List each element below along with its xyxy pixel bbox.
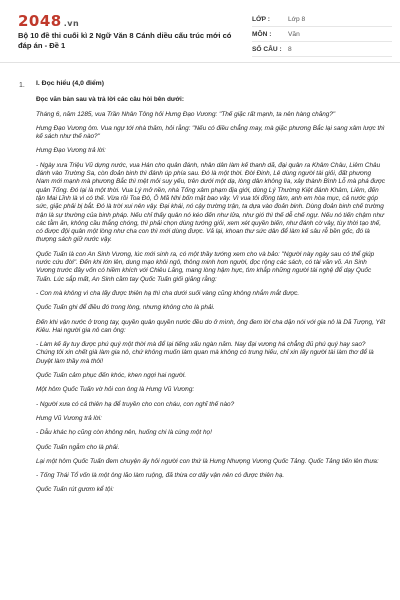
passage-paragraph: Hưng Vũ Vương trả lời: bbox=[36, 414, 102, 422]
meta-value: 8 bbox=[288, 45, 292, 53]
passage-paragraph: Quốc Tuấn cảm phục đến khóc, khen ngợi hai người. bbox=[36, 372, 187, 380]
meta-value: Văn bbox=[288, 30, 300, 38]
passage-paragraph: Một hôm Quốc Tuấn vờ hỏi con ông là Hưng Vũ Vương: bbox=[36, 386, 195, 394]
site-logo[interactable] bbox=[18, 12, 79, 30]
passage-paragraph: Tháng 6, năm 1285, vua Trần Nhân Tông hỏi Hưng Đạo Vương: "Thế giặc rất mạnh, ta nên hàng chăng?" bbox=[36, 110, 336, 118]
logo-suffix-text: .vn bbox=[63, 19, 80, 28]
passage-paragraph: Đến khi vận nước ở trong tay, quyền quân quyền nước đều do ở mình, ông đem lời cha dặn nói với gia nô là Dã Tượng, Yết Kiêu. Hai người gia nô can ông: bbox=[36, 318, 386, 334]
passage-paragraph: - Con mà không vì cha lấy được thiên hạ thì cha dưới suối vàng cũng không nhắm mắt được. bbox=[36, 289, 300, 297]
passage-paragraph: - Ngày xưa Triệu Vũ dựng nước, vua Hán cho quân đánh, nhân dân làm kế thanh dã, đại quân ra Khâm Châu, Liêm Châu đánh vào Trường Sa, còn đoản binh thì đánh úp phía sau. Đó là một thời. Đời Đinh, Lê dùng người tài giỏi, đất phương Nam mới mạnh mà phương Bắc thì mệt mỏi suy yếu, trên dưới một dạ, lòng dân không lìa, xây thành Bình Lỗ mà phá được quân Tống. Đó lại là một thời. Vua Lý mở nền, nhà Tống xâm phạm địa giới, dùng Lý Thường Kiệt đánh Khâm, Liêm, đến tận Mai Lĩnh là vì có thế. Vừa rồi Toa Đô, Ô Mã Nhi bốn mặt bao vây. Vì vua tôi đồng tâm, anh em hòa mục, cả nước góp sức, giặc phải bị bắt. Đó là trời xui nên vậy. Đại khái, nó cậy trường trận, ta dựa vào đoản binh. Dùng đoản binh chế trường trận là sự thường của binh pháp. Nếu chỉ thấy quân nó kéo đến như lửa, như gió thì thế dễ chế ngự. Nếu nó tiến chậm như các tằm ăn, không cầu thắng chóng, thì phải chọn dùng tướng giỏi, xem xét quyền biến, như đánh cờ vây, tùy thời tạo thế, có được đội quân một lòng như cha con thì mới dùng được. Vả lại, khoan thư sức dân để làm kế sâu rễ bền gốc, đó là thượng sách giữ nước vậy. bbox=[36, 161, 386, 244]
question-number: 1. bbox=[19, 82, 25, 89]
meta-row-grade bbox=[252, 12, 392, 27]
meta-row-question-count bbox=[252, 42, 392, 57]
passage-paragraph: Hưng Đạo Vương ôm. Vua ngự tới nhà thăm, hỏi rằng: "Nếu có điều chẳng may, mà giặc phương Bắc lại sang xâm lược thì kế sách như thế nào?" bbox=[36, 124, 385, 141]
meta-label: SỐ CÂU : bbox=[252, 45, 282, 53]
meta-label: MÔN : bbox=[252, 30, 272, 38]
passage-paragraph: - Người xưa có cả thiên hạ để truyền cho con cháu, con nghĩ thế nào? bbox=[36, 400, 235, 408]
passage-paragraph: - Tống Thái Tổ vốn là một ông lão làm ruộng, đã thừa cơ dấy vận nên có được thiên hạ. bbox=[36, 472, 285, 480]
passage-paragraph: - Dẫu khác họ cũng còn không nên, huống chi là cùng một họ! bbox=[36, 429, 212, 437]
passage-paragraph: Quốc Tuấn là con An Sinh Vương, lúc mới sinh ra, có một thầy tướng xem cho và bảo: "Người này ngày sau có thể giúp nước cứu đời". Đến khi lớn lên, dung mạo khôi ngô, thông minh hơn người, đọc rộng các sách, có tài văn võ. An Sinh Vương trước đây vốn có hiềm khích với Chiêu Lăng, mang lòng hậm hực, tìm khắp những người tài nghệ để dạy Quốc Tuấn. Lúc sắp mất, An Sinh cầm tay Quốc Tuấn giối giăng rằng: bbox=[36, 250, 375, 283]
passage-paragraph: Quốc Tuấn ngẫm cho là phải. bbox=[36, 443, 120, 451]
passage-paragraph: Quốc Tuấn rút gươm kể tội: bbox=[36, 486, 114, 494]
passage-paragraph: Lại một hôm Quốc Tuấn đem chuyện ấy hỏi người con thứ là Hưng Nhượng Vương Quốc Tảng. Quốc Tảng tiến lên thưa: bbox=[36, 457, 379, 465]
section-title: I. Đọc hiểu (4,0 điểm) bbox=[36, 80, 104, 87]
question-content bbox=[36, 80, 386, 501]
page-header bbox=[0, 0, 400, 63]
document-meta-table bbox=[252, 12, 392, 57]
meta-row-subject bbox=[252, 27, 392, 42]
passage-paragraph: Quốc Tuấn ghi để điều đó trong lòng, nhưng không cho là phải. bbox=[36, 304, 215, 312]
logo-main-text: 2048 bbox=[18, 12, 62, 30]
passage-paragraph: - Làm kế ấy tuy được phú quý một thời mà để lại tiếng xấu ngàn năm. Nay đại vương há chẳng đủ phú quý hay sao? Chúng tôi xin chết già làm gia nô, chứ không muốn làm quan mà không có trung hiếu, chỉ xin lấy người tài làm thơ để là Duyệt làm thầy mà thôi! bbox=[36, 341, 374, 365]
passage-paragraph: Hưng Đạo Vương trả lời: bbox=[36, 147, 106, 155]
document-title: Bộ 10 đề thi cuối kì 2 Ngữ Văn 8 Cánh diều cấu trúc mới có đáp án - Đề 1 bbox=[18, 31, 232, 50]
meta-value: Lớp 8 bbox=[288, 15, 306, 23]
reading-instruction: Đọc văn bản sau và trả lời các câu hỏi bên dưới: bbox=[36, 96, 184, 104]
meta-label: LỚP : bbox=[252, 15, 270, 23]
